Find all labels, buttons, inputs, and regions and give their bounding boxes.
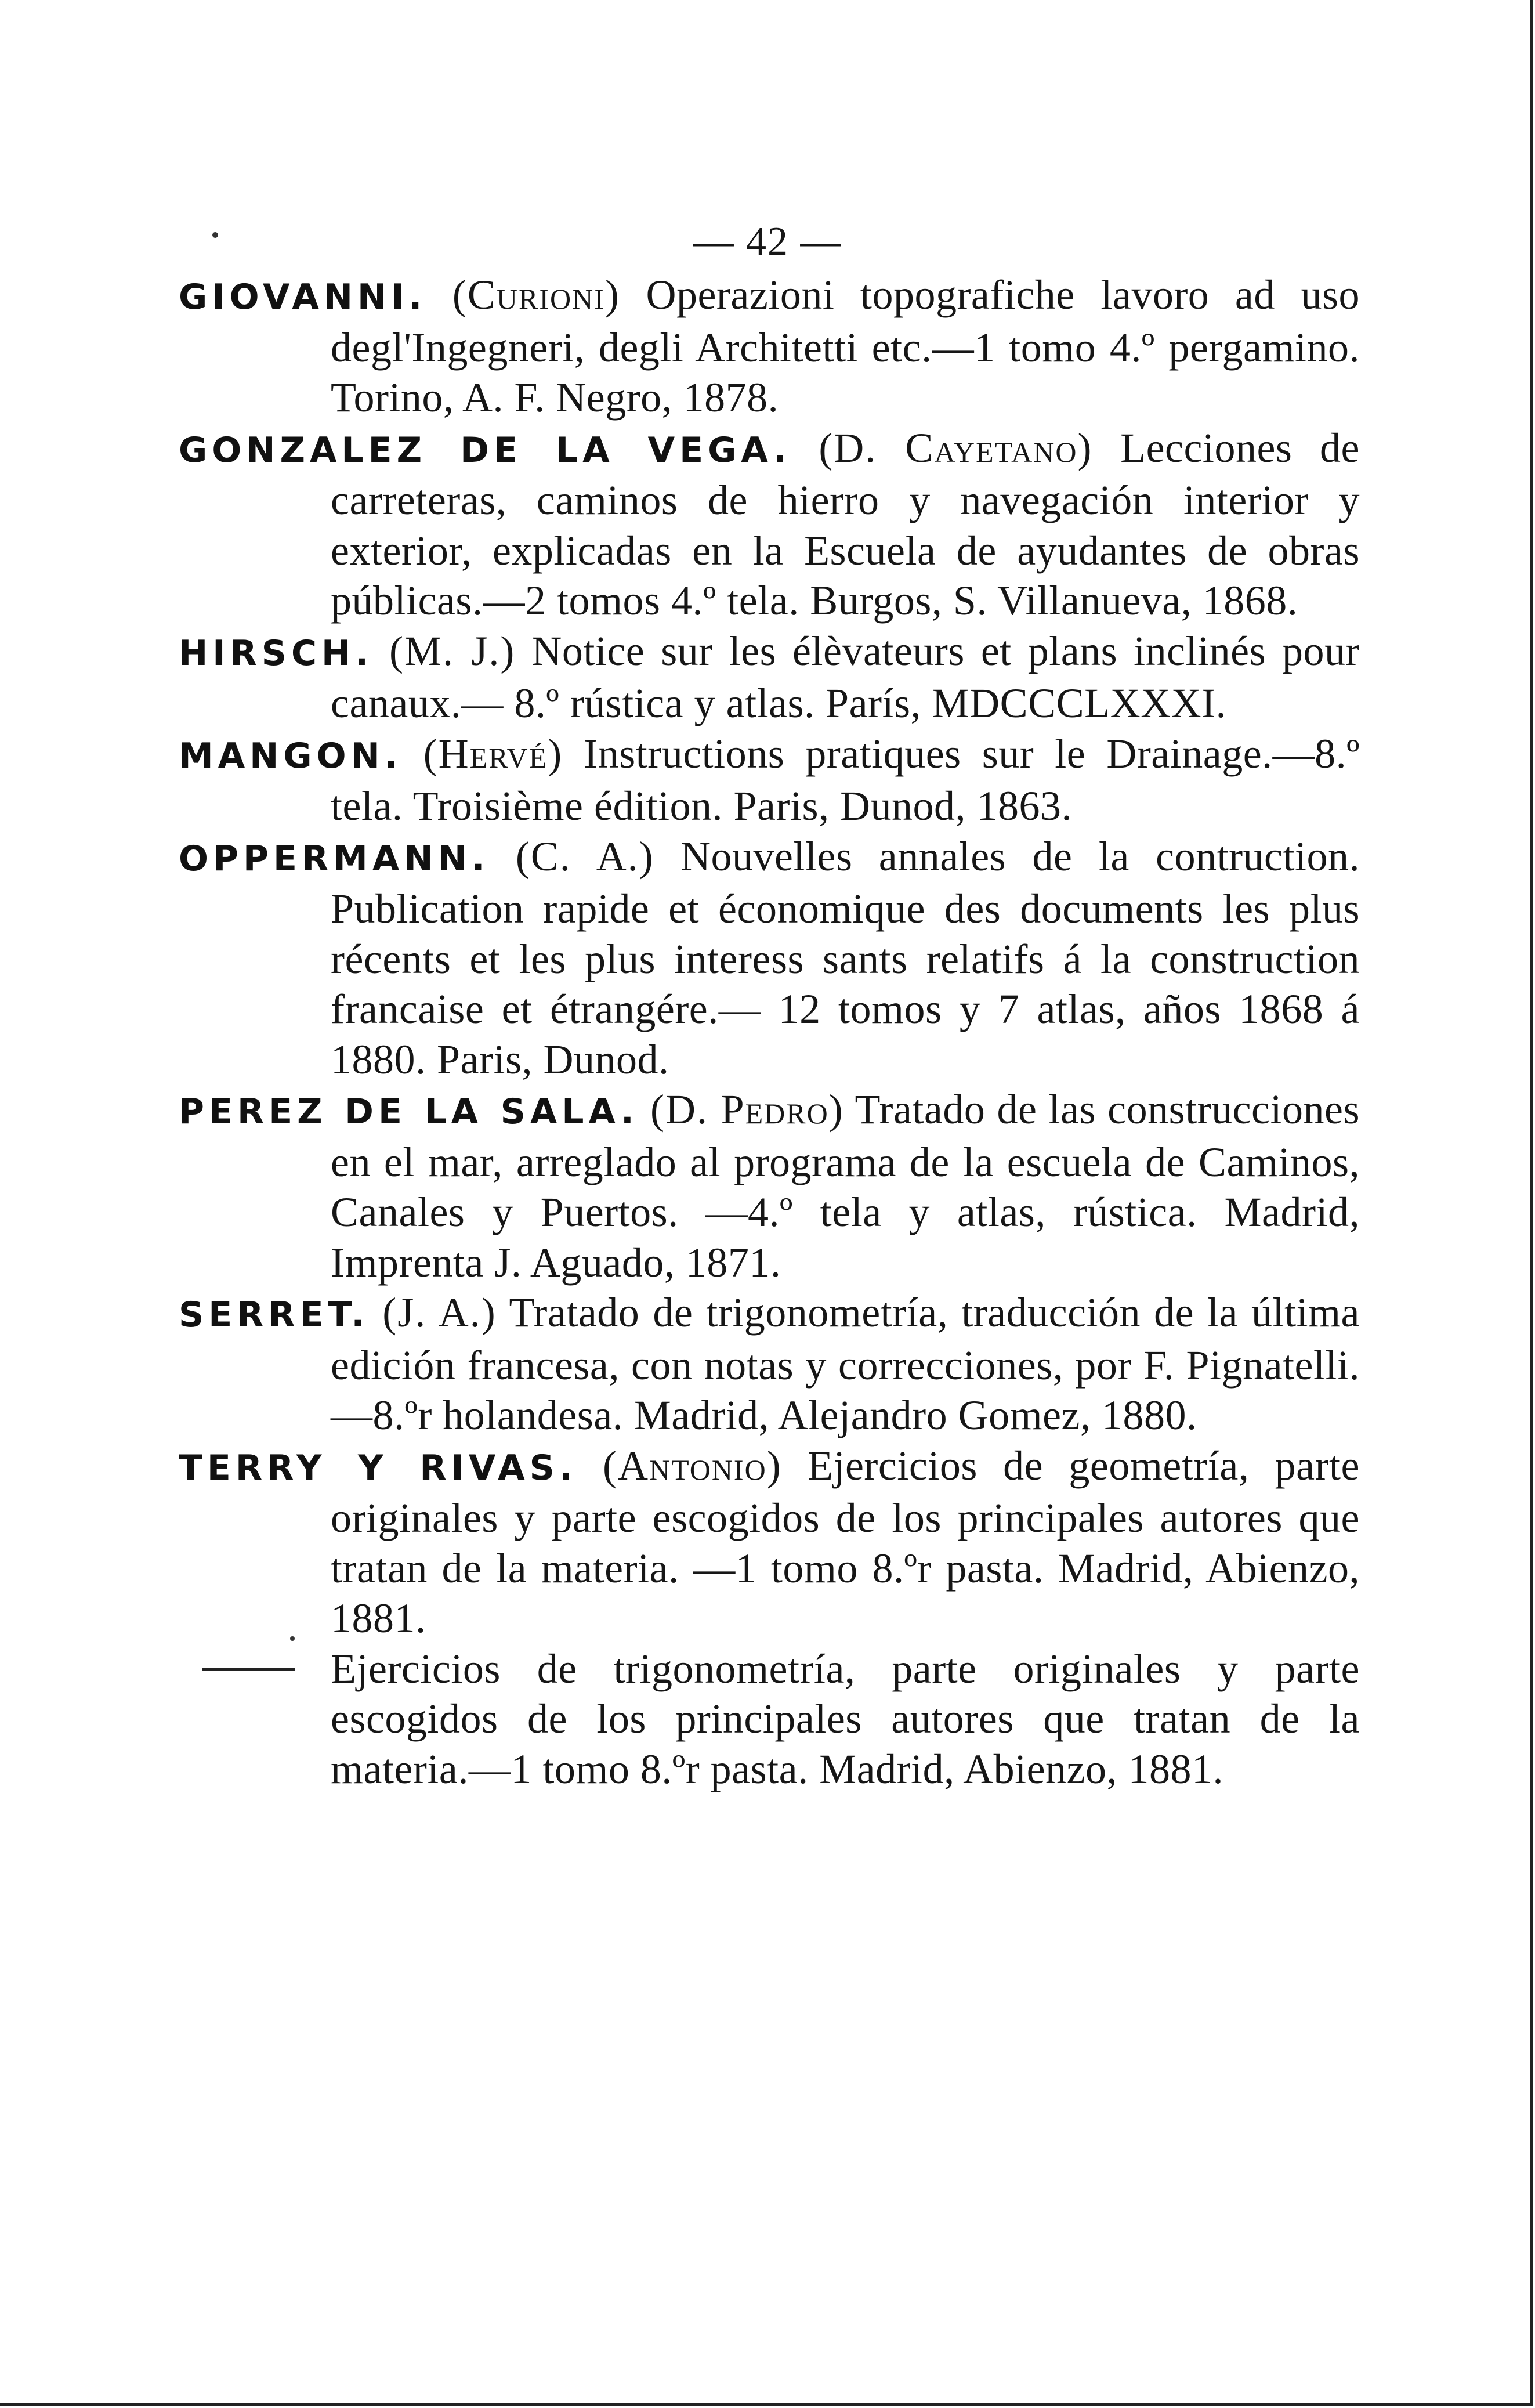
entry-author: (Antonio) [603, 1442, 782, 1489]
bibliography-entry [179, 270, 1360, 423]
entry-name: MANGON. [179, 735, 403, 776]
entry-author: (C. A.) [515, 833, 654, 880]
entry-name: TERRY Y RIVAS. [179, 1447, 577, 1488]
entry-name: HIRSCH. [179, 632, 373, 674]
entry-text: Tratado de las construcciones en el mar, arreglado al programa de la escuela de Caminos, Canales y Puertos. —4.º tela y atlas, rústica. Madrid, Imprenta J. Aguado, 1871. [331, 1086, 1360, 1286]
entry-text: Nouvelles annales de la contruction. Publication rapide et économique des documents les plus récents et les plus interess sants relatifs á la construction francaise et étrangére.— 12 tomos y 7 atlas, años 1868 á 1880. Paris, Dunod. [331, 833, 1360, 1083]
entry-author: (M. J.) [389, 627, 516, 674]
bibliography-entry-continuation [179, 1644, 1360, 1795]
entry-text: Instructions pratiques sur le Drainage.—8.º tela. Troisième édition. Paris, Dunod, 1863. [331, 730, 1360, 829]
bibliography-entry [179, 831, 1360, 1085]
entry-author: (Curioni) [452, 272, 620, 318]
entry-text: Ejercicios de geometría, parte originales y parte escogidos de los principales autores que tratan de la materia. —1 tomo 8.ºr pasta. Madrid, Abienzo, 1881. [331, 1442, 1360, 1642]
bibliography-entry [179, 1288, 1360, 1441]
bibliography-list [179, 270, 1360, 1794]
entry-name: SERRET. [179, 1295, 370, 1335]
bibliography-entry [179, 423, 1360, 626]
entry-name: GIOVANNI. [179, 277, 427, 317]
bibliography-entry [179, 1084, 1360, 1288]
bibliography-entry [179, 626, 1360, 729]
entry-author: (D. Pedro) [650, 1086, 844, 1133]
entry-author: (J. A.) [382, 1289, 497, 1336]
entry-text: Lecciones de carreteras, caminos de hierro y navegación interior y exterior, explicadas en la Escuela de ayudantes de obras públicas.—2 tomos 4.º tela. Burgos, S. Villanueva, 1868. [331, 424, 1360, 624]
entry-author: (D. Cayetano) [819, 424, 1093, 471]
entry-text: Operazioni topografiche lavoro ad uso degl'Ingegneri, degli Architetti etc.—1 tomo 4.º pergamino. Torino, A. F. Negro, 1878. [331, 272, 1360, 421]
ditto-dash [202, 1668, 295, 1671]
entry-text: Tratado de trigonometría, traducción de la última edición francesa, con notas y correcciones, por F. Pignatelli.—8.ºr holandesa. Madrid, Alejandro Gomez, 1880. [331, 1289, 1360, 1438]
bibliography-entry [179, 1441, 1360, 1644]
entry-name: GONZALEZ DE LA VEGA. [179, 429, 791, 471]
entry-name: OPPERMANN. [179, 838, 490, 879]
entry-text: Notice sur les élèvateurs et plans inclinés pour canaux.— 8.º rústica y atlas. París, MDCCCLXXXI. [331, 627, 1360, 726]
bibliography-entry [179, 729, 1360, 831]
entry-text: Ejercicios de trigonometría, parte originales y parte escogidos de los principales autores que tratan de la materia.—1 tomo 8.ºr pasta. Madrid, Abienzo, 1881. [331, 1645, 1360, 1792]
entry-name: PEREZ DE LA SALA. [179, 1091, 639, 1132]
entry-author: (Hervé) [423, 730, 563, 777]
page-number: — 42 — [693, 219, 842, 264]
